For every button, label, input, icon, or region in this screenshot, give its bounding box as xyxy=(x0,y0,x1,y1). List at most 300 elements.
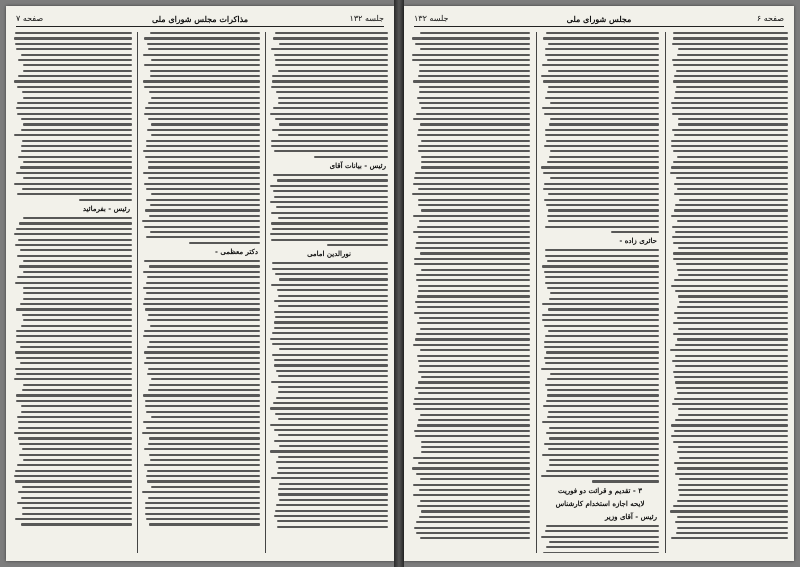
text-line xyxy=(148,102,261,104)
text-line xyxy=(542,107,659,109)
text-line xyxy=(20,303,132,305)
text-line xyxy=(415,247,530,249)
text-line xyxy=(272,332,388,334)
text-line xyxy=(146,411,260,413)
text-line xyxy=(278,456,388,458)
text-line xyxy=(23,298,132,300)
text-line xyxy=(142,432,260,434)
text-line xyxy=(149,384,260,386)
text-line xyxy=(544,183,659,185)
text-line xyxy=(151,59,260,61)
text-line xyxy=(148,161,260,163)
right-page-number: صفحه ۶ xyxy=(756,14,784,23)
text-line xyxy=(146,140,260,142)
right-page-column-1 xyxy=(412,32,530,553)
text-line xyxy=(23,319,132,321)
text-line xyxy=(145,507,260,509)
text-line xyxy=(670,510,788,512)
text-line xyxy=(23,384,132,386)
right-page-session: جلسه ۱۳۲ xyxy=(414,14,449,23)
text-line xyxy=(142,220,260,222)
text-line xyxy=(151,378,260,380)
speaker-heading: رئیس - بفرمائید xyxy=(82,204,130,213)
text-line xyxy=(672,236,788,238)
text-line xyxy=(418,392,530,394)
text-line xyxy=(15,351,132,353)
text-line xyxy=(671,140,788,142)
text-line xyxy=(419,70,530,72)
text-line xyxy=(274,311,388,313)
text-line xyxy=(279,445,388,447)
text-line xyxy=(79,199,132,201)
text-line xyxy=(21,497,132,499)
text-line xyxy=(150,325,260,327)
text-line xyxy=(274,364,388,366)
text-line xyxy=(543,552,659,553)
text-line xyxy=(418,204,530,206)
text-line xyxy=(542,303,659,305)
text-line xyxy=(677,392,788,394)
text-line xyxy=(274,54,388,56)
text-line xyxy=(544,325,659,327)
text-line xyxy=(16,107,132,109)
column-rule xyxy=(665,32,666,553)
text-line xyxy=(672,113,788,115)
text-line xyxy=(546,525,659,527)
text-line xyxy=(545,530,659,532)
text-line xyxy=(22,507,132,509)
text-line xyxy=(672,43,788,45)
text-line xyxy=(18,156,132,158)
text-line xyxy=(420,349,530,351)
text-line xyxy=(677,54,788,56)
text-line xyxy=(676,177,788,179)
text-line xyxy=(542,421,659,423)
text-line xyxy=(420,478,530,480)
text-line xyxy=(419,91,530,93)
text-line xyxy=(419,102,530,104)
text-line xyxy=(548,70,659,72)
text-line xyxy=(547,91,659,93)
text-line xyxy=(677,220,788,222)
text-line xyxy=(277,520,388,522)
text-line xyxy=(673,161,788,163)
text-line xyxy=(23,287,132,289)
text-line xyxy=(611,231,659,233)
text-line xyxy=(416,279,530,281)
text-line xyxy=(275,413,388,415)
text-line xyxy=(150,459,260,461)
text-line xyxy=(418,419,531,421)
text-line xyxy=(144,37,260,39)
text-line xyxy=(149,437,260,439)
text-line xyxy=(414,258,530,260)
text-line xyxy=(279,123,388,125)
text-line xyxy=(148,497,260,499)
text-line xyxy=(418,462,530,464)
text-line xyxy=(271,145,388,147)
text-line xyxy=(21,118,132,120)
text-line xyxy=(272,75,388,77)
text-line xyxy=(421,156,530,158)
text-line xyxy=(546,470,659,472)
text-line xyxy=(146,145,260,147)
text-line xyxy=(549,464,659,466)
text-line xyxy=(272,80,388,82)
text-line xyxy=(274,150,388,152)
text-line xyxy=(541,536,659,538)
text-line xyxy=(144,362,260,364)
text-line xyxy=(14,475,132,477)
text-line xyxy=(546,432,659,434)
text-line xyxy=(544,443,659,445)
text-line xyxy=(420,537,530,539)
right-page-title: مجلس شورای ملی xyxy=(566,14,632,24)
text-line xyxy=(145,502,260,504)
text-line xyxy=(314,156,388,158)
text-line xyxy=(22,486,132,488)
text-line xyxy=(421,510,530,512)
text-line xyxy=(673,80,788,82)
left-page xyxy=(6,6,394,561)
text-line xyxy=(272,268,388,270)
text-line xyxy=(672,226,788,228)
text-line xyxy=(548,209,659,211)
text-line xyxy=(148,314,260,316)
text-line xyxy=(271,212,388,214)
text-line xyxy=(417,295,530,297)
text-line xyxy=(678,446,788,448)
text-line xyxy=(278,418,388,420)
text-line xyxy=(16,48,132,50)
text-line xyxy=(147,480,260,482)
text-line xyxy=(671,166,788,168)
text-line xyxy=(144,113,260,115)
text-line xyxy=(276,206,388,208)
text-line xyxy=(17,193,132,195)
text-line xyxy=(545,384,659,386)
text-line xyxy=(678,247,788,249)
text-line xyxy=(145,400,260,402)
text-line xyxy=(543,188,659,190)
right-page-header xyxy=(414,12,784,27)
text-line xyxy=(17,102,132,104)
text-line xyxy=(543,37,659,39)
text-line xyxy=(272,354,388,356)
text-line xyxy=(413,80,530,82)
text-line xyxy=(414,177,530,179)
text-line xyxy=(144,86,260,88)
text-line xyxy=(143,303,260,305)
text-line xyxy=(147,470,260,472)
text-line xyxy=(670,172,788,174)
text-line xyxy=(278,134,388,136)
text-line xyxy=(545,226,659,228)
text-line xyxy=(21,411,132,413)
text-line xyxy=(677,500,788,502)
text-line xyxy=(145,209,260,211)
text-line xyxy=(271,284,388,286)
text-line xyxy=(421,140,530,142)
text-line xyxy=(415,172,530,174)
text-line xyxy=(543,172,659,174)
text-line xyxy=(16,330,132,332)
text-line xyxy=(677,188,788,190)
text-line xyxy=(151,97,260,99)
text-line xyxy=(275,32,388,34)
text-line xyxy=(417,424,530,426)
text-line xyxy=(17,464,132,466)
text-line xyxy=(23,70,132,72)
speaker-heading: حائری زاده - xyxy=(619,236,657,246)
text-line xyxy=(147,346,260,348)
text-line xyxy=(541,475,659,477)
text-line xyxy=(144,226,260,228)
text-line xyxy=(674,398,788,400)
text-line xyxy=(275,118,388,120)
text-line xyxy=(327,244,388,246)
text-line xyxy=(16,394,132,396)
text-line xyxy=(413,231,530,233)
text-line xyxy=(674,462,788,464)
text-line xyxy=(413,403,530,405)
text-line xyxy=(415,408,530,410)
text-line xyxy=(143,335,260,337)
text-line xyxy=(418,360,530,362)
text-line xyxy=(22,188,132,190)
text-line xyxy=(21,129,132,131)
text-line xyxy=(543,80,659,82)
text-line xyxy=(18,427,132,429)
text-line xyxy=(14,37,132,39)
text-line xyxy=(545,255,659,257)
text-line xyxy=(278,217,388,219)
text-line xyxy=(420,123,530,125)
text-line xyxy=(145,107,261,109)
text-line xyxy=(273,174,388,176)
text-line xyxy=(672,129,788,131)
text-line xyxy=(417,226,530,228)
text-line xyxy=(542,64,659,66)
text-line xyxy=(22,513,132,515)
text-line xyxy=(147,276,260,278)
text-line xyxy=(550,177,659,179)
text-line xyxy=(418,145,530,147)
text-line xyxy=(23,217,132,219)
text-line xyxy=(420,500,530,502)
text-line xyxy=(273,37,388,39)
text-line xyxy=(541,166,659,168)
speaker-heading: دکتر معظمی - xyxy=(215,247,258,256)
text-line xyxy=(21,405,132,407)
text-line xyxy=(277,472,388,474)
text-line xyxy=(16,341,132,343)
text-line xyxy=(271,48,388,50)
text-line xyxy=(547,389,659,391)
text-line xyxy=(14,378,132,380)
text-line xyxy=(547,287,659,289)
text-line xyxy=(278,493,388,495)
text-line xyxy=(278,434,388,436)
text-line xyxy=(545,362,659,364)
text-line xyxy=(278,305,388,307)
text-line xyxy=(542,319,659,321)
text-line xyxy=(415,435,530,437)
text-line xyxy=(271,140,388,142)
text-line xyxy=(419,317,530,319)
text-line xyxy=(22,448,132,450)
left-page-column-3 xyxy=(270,32,388,553)
text-line xyxy=(151,123,260,125)
right-page-column-3 xyxy=(670,32,788,553)
text-line xyxy=(673,371,788,373)
text-line xyxy=(21,523,132,525)
text-line xyxy=(149,523,260,525)
text-line xyxy=(276,504,388,506)
text-line xyxy=(144,448,260,450)
text-line xyxy=(277,289,388,291)
text-line xyxy=(412,59,530,61)
text-line xyxy=(543,405,659,407)
text-line xyxy=(147,129,260,131)
text-line xyxy=(673,252,788,254)
text-line xyxy=(671,102,788,104)
text-line xyxy=(275,59,388,61)
text-line xyxy=(274,440,388,442)
text-line xyxy=(414,312,530,314)
text-line xyxy=(151,134,260,136)
text-line xyxy=(273,107,388,109)
text-line xyxy=(421,451,530,453)
text-line xyxy=(421,107,530,109)
text-line xyxy=(418,150,530,152)
text-line xyxy=(421,166,530,168)
text-line xyxy=(545,249,659,251)
text-line xyxy=(675,344,788,346)
text-line xyxy=(417,306,530,308)
text-line xyxy=(550,292,659,294)
column-rule xyxy=(536,32,537,553)
text-line xyxy=(17,255,132,257)
text-line xyxy=(678,118,788,120)
text-line xyxy=(278,467,388,469)
text-line xyxy=(151,193,260,195)
text-line xyxy=(673,37,788,39)
text-line xyxy=(418,199,530,201)
text-line xyxy=(673,258,788,260)
text-line xyxy=(275,510,388,512)
text-line xyxy=(674,134,788,136)
text-line xyxy=(678,123,788,125)
text-line xyxy=(412,193,530,195)
text-line xyxy=(544,346,659,348)
text-line xyxy=(15,368,132,370)
text-line xyxy=(150,32,260,34)
text-line xyxy=(276,461,388,463)
text-line xyxy=(19,454,132,456)
text-line xyxy=(20,166,132,168)
text-line xyxy=(548,86,660,88)
text-line xyxy=(420,32,530,34)
text-line xyxy=(16,172,132,174)
text-line xyxy=(16,228,132,230)
text-line xyxy=(413,494,530,496)
text-line xyxy=(544,357,659,359)
left-page-column-2 xyxy=(142,32,260,553)
text-line xyxy=(16,308,132,310)
text-line xyxy=(545,276,659,278)
text-line xyxy=(420,252,530,254)
text-line xyxy=(549,156,659,158)
right-page-column-2 xyxy=(541,32,659,553)
text-line xyxy=(544,341,659,343)
text-line xyxy=(545,134,659,136)
text-line xyxy=(151,416,260,418)
text-line xyxy=(417,322,530,324)
text-line xyxy=(548,411,659,413)
text-line xyxy=(545,282,659,284)
text-line xyxy=(416,532,530,534)
text-line xyxy=(545,48,660,50)
text-line xyxy=(148,368,260,370)
text-line xyxy=(149,454,261,456)
text-line xyxy=(678,484,788,486)
text-line xyxy=(678,295,788,297)
text-line xyxy=(674,97,788,99)
text-line xyxy=(670,349,788,351)
text-line xyxy=(549,459,659,461)
text-line xyxy=(678,489,788,491)
text-line xyxy=(18,75,132,77)
column-rule xyxy=(137,32,138,553)
text-line xyxy=(15,470,132,472)
text-line xyxy=(545,335,659,337)
text-line xyxy=(671,215,788,217)
text-line xyxy=(149,341,260,343)
text-line xyxy=(278,488,388,490)
text-line xyxy=(23,177,132,179)
text-line xyxy=(19,265,132,267)
text-line xyxy=(546,400,659,402)
text-line xyxy=(15,32,132,34)
text-line xyxy=(542,265,659,267)
text-line xyxy=(675,355,788,357)
text-line xyxy=(677,527,788,529)
text-line xyxy=(679,494,788,496)
text-line xyxy=(15,518,132,520)
text-line xyxy=(148,443,260,445)
text-line xyxy=(275,273,388,275)
text-line xyxy=(419,489,530,491)
text-line xyxy=(20,346,132,348)
speaker-heading: رئیس - بیانات آقای xyxy=(329,161,386,170)
text-line xyxy=(147,319,260,321)
text-line xyxy=(16,357,132,359)
text-line xyxy=(143,150,260,152)
text-line xyxy=(673,150,788,152)
agenda-heading: ۳ - تقدیم و قرائت دو فوریت xyxy=(557,485,643,495)
text-line xyxy=(679,478,788,480)
text-line xyxy=(146,475,260,477)
text-line xyxy=(14,432,132,434)
text-line xyxy=(674,430,788,432)
text-line xyxy=(276,91,388,93)
text-line xyxy=(278,391,388,393)
text-line xyxy=(272,129,388,131)
text-line xyxy=(413,183,530,185)
text-line xyxy=(418,381,530,383)
text-line xyxy=(14,80,132,82)
